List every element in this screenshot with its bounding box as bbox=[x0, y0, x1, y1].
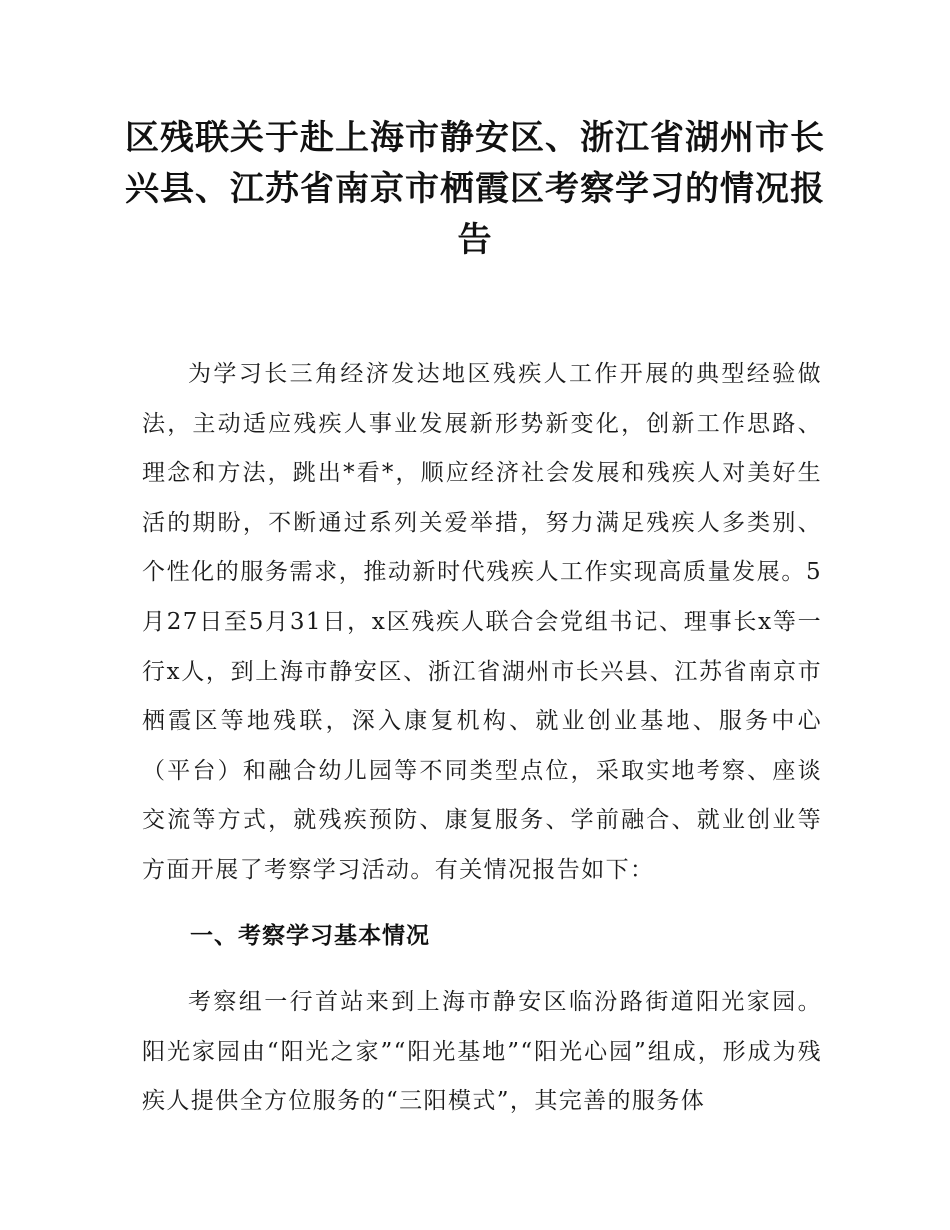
document-title: 区残联关于赴上海市静安区、浙江省湖州市长兴县、江苏省南京市栖霞区考察学习的情况报告 bbox=[125, 118, 825, 260]
section-body bbox=[142, 978, 822, 1127]
intro-paragraph: 为学习长三角经济发达地区残疾人工作开展的典型经验做法，主动适应残疾人事业发展新形势新变化，创新工作思路、理念和方法，跳出*看*，顺应经济社会发展和残疾人对美好生活的期盼，不断通过系列关爱举措，努力满足残疾人多类别、个性化的服务需求，推动新时代残疾人工作实现高质量发展。5月27日至5月31日，x区残疾人联合会党组书记、理事长x等一行x人，到上海市静安区、浙江省湖州市长兴县、江苏省南京市栖霞区等地残联，深入康复机构、就业创业基地、服务中心（平台）和融合幼儿园等不同类型点位，采取实地考察、座谈交流等方式，就残疾预防、康复服务、学前融合、就业创业等方面开展了考察学习活动。有关情况报告如下： bbox=[142, 361, 822, 883]
section-paragraph: 考察组一行首站来到上海市静安区临汾路街道阳光家园。阳光家园由“阳光之家”“阳光基地”“阳光心园”组成，形成为残疾人提供全方位服务的“三阳模式”，其完善的服务体 bbox=[142, 989, 822, 1115]
intro-section bbox=[142, 350, 822, 896]
section-heading: 一、考察学习基本情况 bbox=[190, 923, 430, 949]
